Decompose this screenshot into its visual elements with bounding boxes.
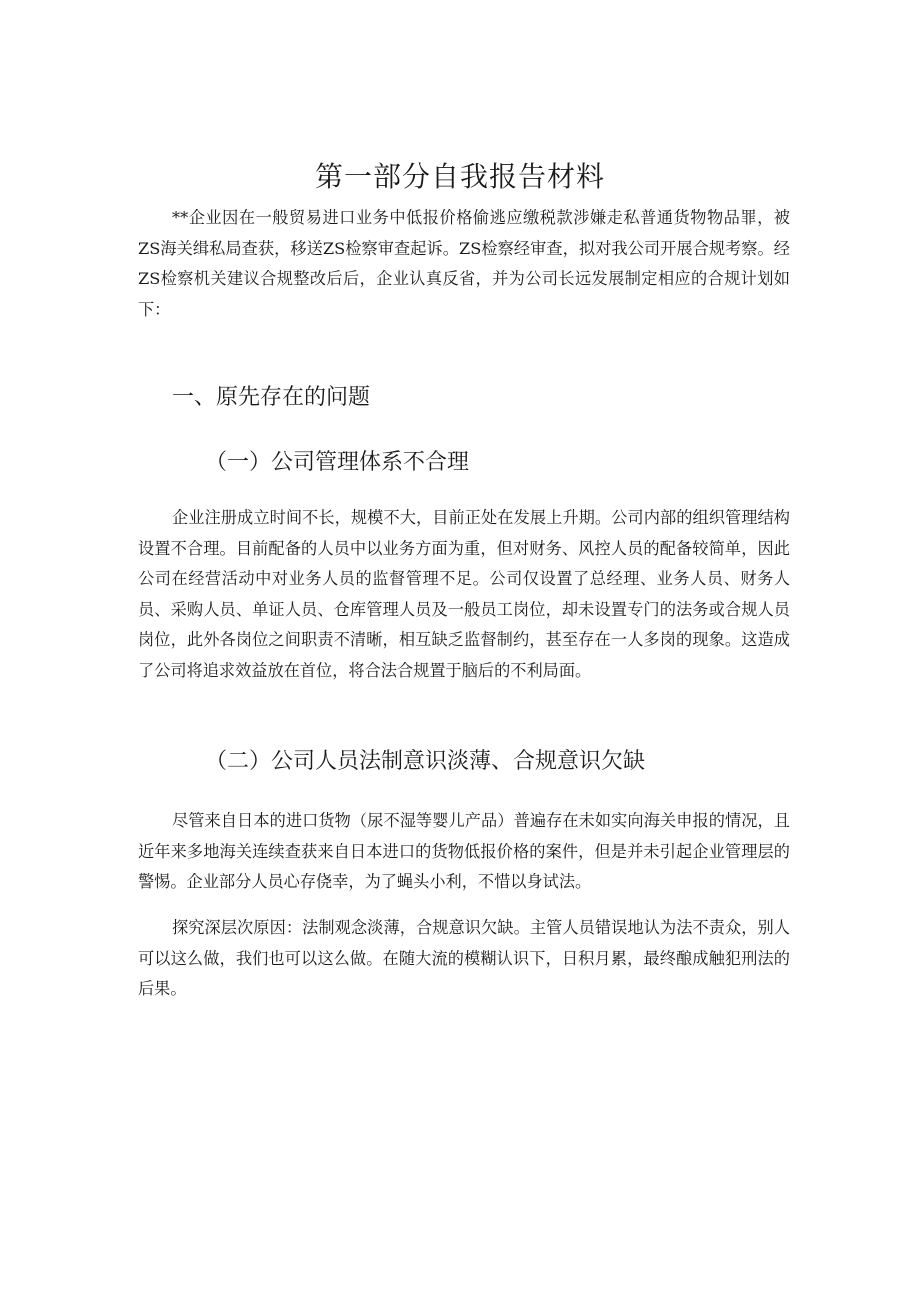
subsection-heading-awareness: （二）公司人员法制意识淡薄、合规意识欠缺 — [205, 749, 646, 774]
awareness-paragraph-2: 探究深层次原因：法制观念淡薄，合规意识欠缺。主管人员错误地认为法不责众，别人可以这么做，我们也可以这么做。在随大流的模糊认识下，日积月累，最终酿成触犯刑法的后果。 — [138, 918, 790, 998]
management-paragraph: 企业注册成立时间不长，规模不大，目前正处在发展上升期。公司内部的组织管理结构设置不合理。目前配备的人员中以业务方面为重，但对财务、风控人员的配备较简单，因此公司在经营活动中对业务人员的监督管理不足。公司仅设置了总经理、业务人员、财务人员、采购人员、单证人员、仓库管理人员及一般员工岗位，却未设置专门的法务或合规人员岗位，此外各岗位之间职责不清晰，相互缺乏监督制约，甚至存在一人多岗的现象。这造成了公司将追求效益放在首位，将合法合规置于脑后的不利局面。 — [138, 508, 790, 680]
subsection-heading-management: （一）公司管理体系不合理 — [205, 450, 470, 475]
awareness-paragraph-1: 尽管来自日本的进口货物（尿不湿等婴儿产品）普遍存在未如实向海关申报的情况，且近年来多地海关连续查获来自日本进口的货物低报价格的案件，但是并未引起企业管理层的警惕。企业部分人员心存侥幸，为了蝇头小利，不惜以身试法。 — [138, 811, 790, 891]
intro-paragraph: **企业因在一般贸易进口业务中低报价格偷逃应缴税款涉嫌走私普通货物物品罪，被ZS海关缉私局查获，移送ZS检察审查起诉。ZS检察经审查，拟对我公司开展合规考察。经ZS检察机关建议合规整改后后，企业认真反省，并为公司长远发展制定相应的合规计划如下： — [138, 208, 790, 319]
document-title: 第一部分自我报告材料 — [314, 160, 605, 193]
section-heading-problems: 一、原先存在的问题 — [172, 385, 371, 410]
